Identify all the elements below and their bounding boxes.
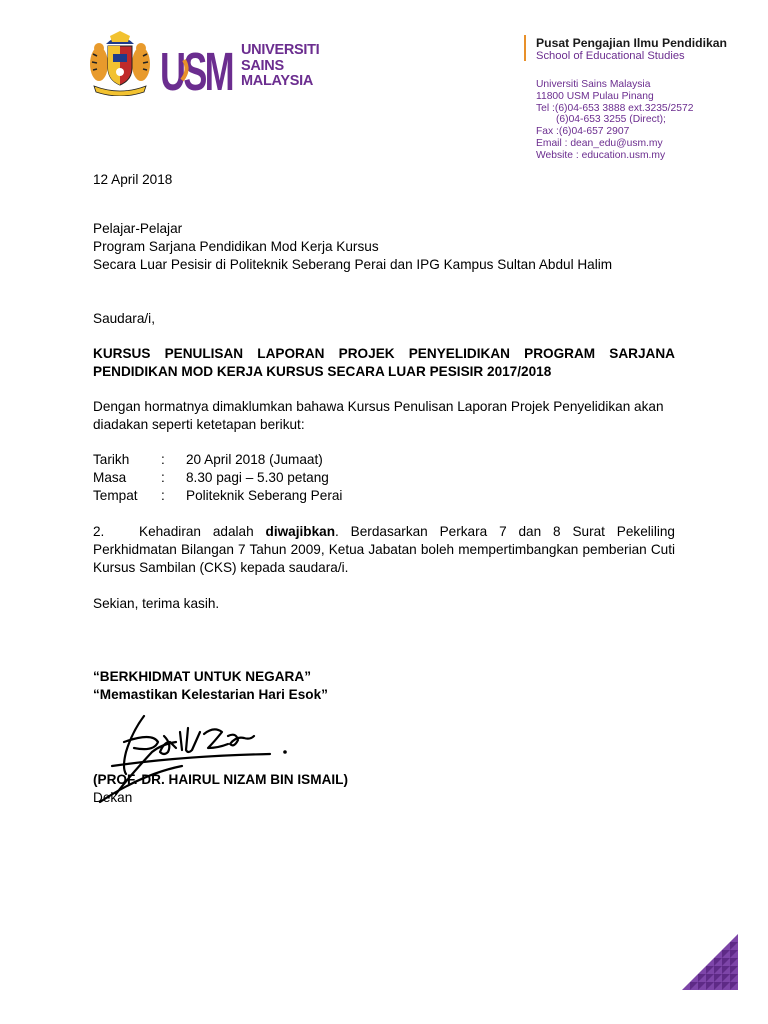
university-name-line: SAINS bbox=[241, 57, 284, 74]
motto-block bbox=[93, 668, 328, 704]
attendance-paragraph bbox=[93, 523, 675, 577]
contact-line: Tel :(6)04-653 3888 ext.3235/2572 bbox=[536, 102, 694, 114]
detail-separator: : bbox=[161, 488, 165, 503]
paragraph-text: Kehadiran adalah bbox=[139, 524, 266, 539]
detail-row-venue bbox=[93, 487, 342, 505]
signatory-title: Dekan bbox=[93, 790, 133, 805]
signatory-name: (PROF. DR. HAIRUL NIZAM BIN ISMAIL) bbox=[93, 772, 348, 787]
usm-logo-mark bbox=[160, 40, 234, 96]
letter-date: 12 April 2018 bbox=[93, 172, 173, 187]
recipient-line: Secara Luar Pesisir di Politeknik Seberang Perai dan IPG Kampus Sultan Abdul Halim bbox=[93, 257, 613, 272]
paragraph-number: 2. bbox=[93, 524, 105, 539]
detail-row-date bbox=[93, 451, 342, 469]
contact-line: Fax :(6)04-657 2907 bbox=[536, 126, 630, 138]
contact-block bbox=[536, 79, 693, 162]
letter-subject: KURSUS PENULISAN LAPORAN PROJEK PENYELIDIKAN PROGRAM SARJANA PENDIDIKAN MOD KERJA KURSUS SECARA LUAR PESISIR 2017/2018 bbox=[93, 346, 675, 379]
contact-line: 11800 USM Pulau Pinang bbox=[536, 90, 654, 102]
detail-value: 20 April 2018 (Jumaat) bbox=[186, 452, 323, 467]
recipient-line: Program Sarjana Pendidikan Mod Kerja Kursus bbox=[93, 239, 379, 254]
salutation: Saudara/i, bbox=[93, 311, 155, 326]
school-name-malay: Pusat Pengajian Ilmu Pendidikan bbox=[536, 36, 727, 50]
contact-line: (6)04-653 3255 (Direct); bbox=[556, 114, 666, 126]
header-accent-bar bbox=[524, 35, 526, 61]
website-line: Website : education.usm.my bbox=[536, 149, 666, 161]
detail-value: 8.30 pagi – 5.30 petang bbox=[186, 470, 329, 485]
detail-label: Tarikh bbox=[93, 452, 130, 467]
motto-line: “Memastikan Kelestarian Hari Esok” bbox=[93, 687, 328, 702]
detail-separator: : bbox=[161, 470, 165, 485]
paragraph-emphasis: diwajibkan bbox=[265, 524, 336, 539]
university-name bbox=[241, 43, 321, 90]
usm-logo-text: USM bbox=[160, 42, 233, 96]
paragraph-text: . Berdasarkan Perkara 7 dan 8 Surat Pekeliling Perkhidmatan Bilangan 7 Tahun 2009, Ketua Jabatan boleh mempertimbangkan pemberian Cuti Kursus Sambilan (CKS) kepada saudara/i. bbox=[93, 524, 675, 575]
usm-crest-icon bbox=[88, 30, 152, 96]
recipient-line: Pelajar-Pelajar bbox=[93, 221, 183, 236]
detail-value: Politeknik Seberang Perai bbox=[186, 488, 343, 503]
detail-label: Tempat bbox=[93, 488, 138, 503]
detail-label: Masa bbox=[93, 470, 127, 485]
course-details bbox=[93, 451, 342, 505]
university-name-line: UNIVERSITI bbox=[241, 42, 320, 58]
closing-line: Sekian, terima kasih. bbox=[93, 596, 220, 611]
school-name-english: School of Educational Studies bbox=[536, 50, 685, 62]
detail-row-time bbox=[93, 469, 342, 487]
signatory-block bbox=[93, 771, 348, 807]
motto-line: “BERKHIDMAT UNTUK NEGARA” bbox=[93, 669, 311, 684]
intro-paragraph: Dengan hormatnya dimaklumkan bahawa Kursus Penulisan Laporan Projek Penyelidikan akan diadakan seperti ketetapan berikut: bbox=[93, 399, 664, 432]
corner-triangle-decoration bbox=[682, 934, 738, 990]
contact-line: Universiti Sains Malaysia bbox=[536, 79, 651, 90]
detail-separator: : bbox=[161, 452, 165, 467]
recipient-block bbox=[93, 220, 612, 274]
university-name-line: MALAYSIA bbox=[241, 73, 313, 89]
email-line: Email : dean_edu@usm.my bbox=[536, 137, 663, 149]
